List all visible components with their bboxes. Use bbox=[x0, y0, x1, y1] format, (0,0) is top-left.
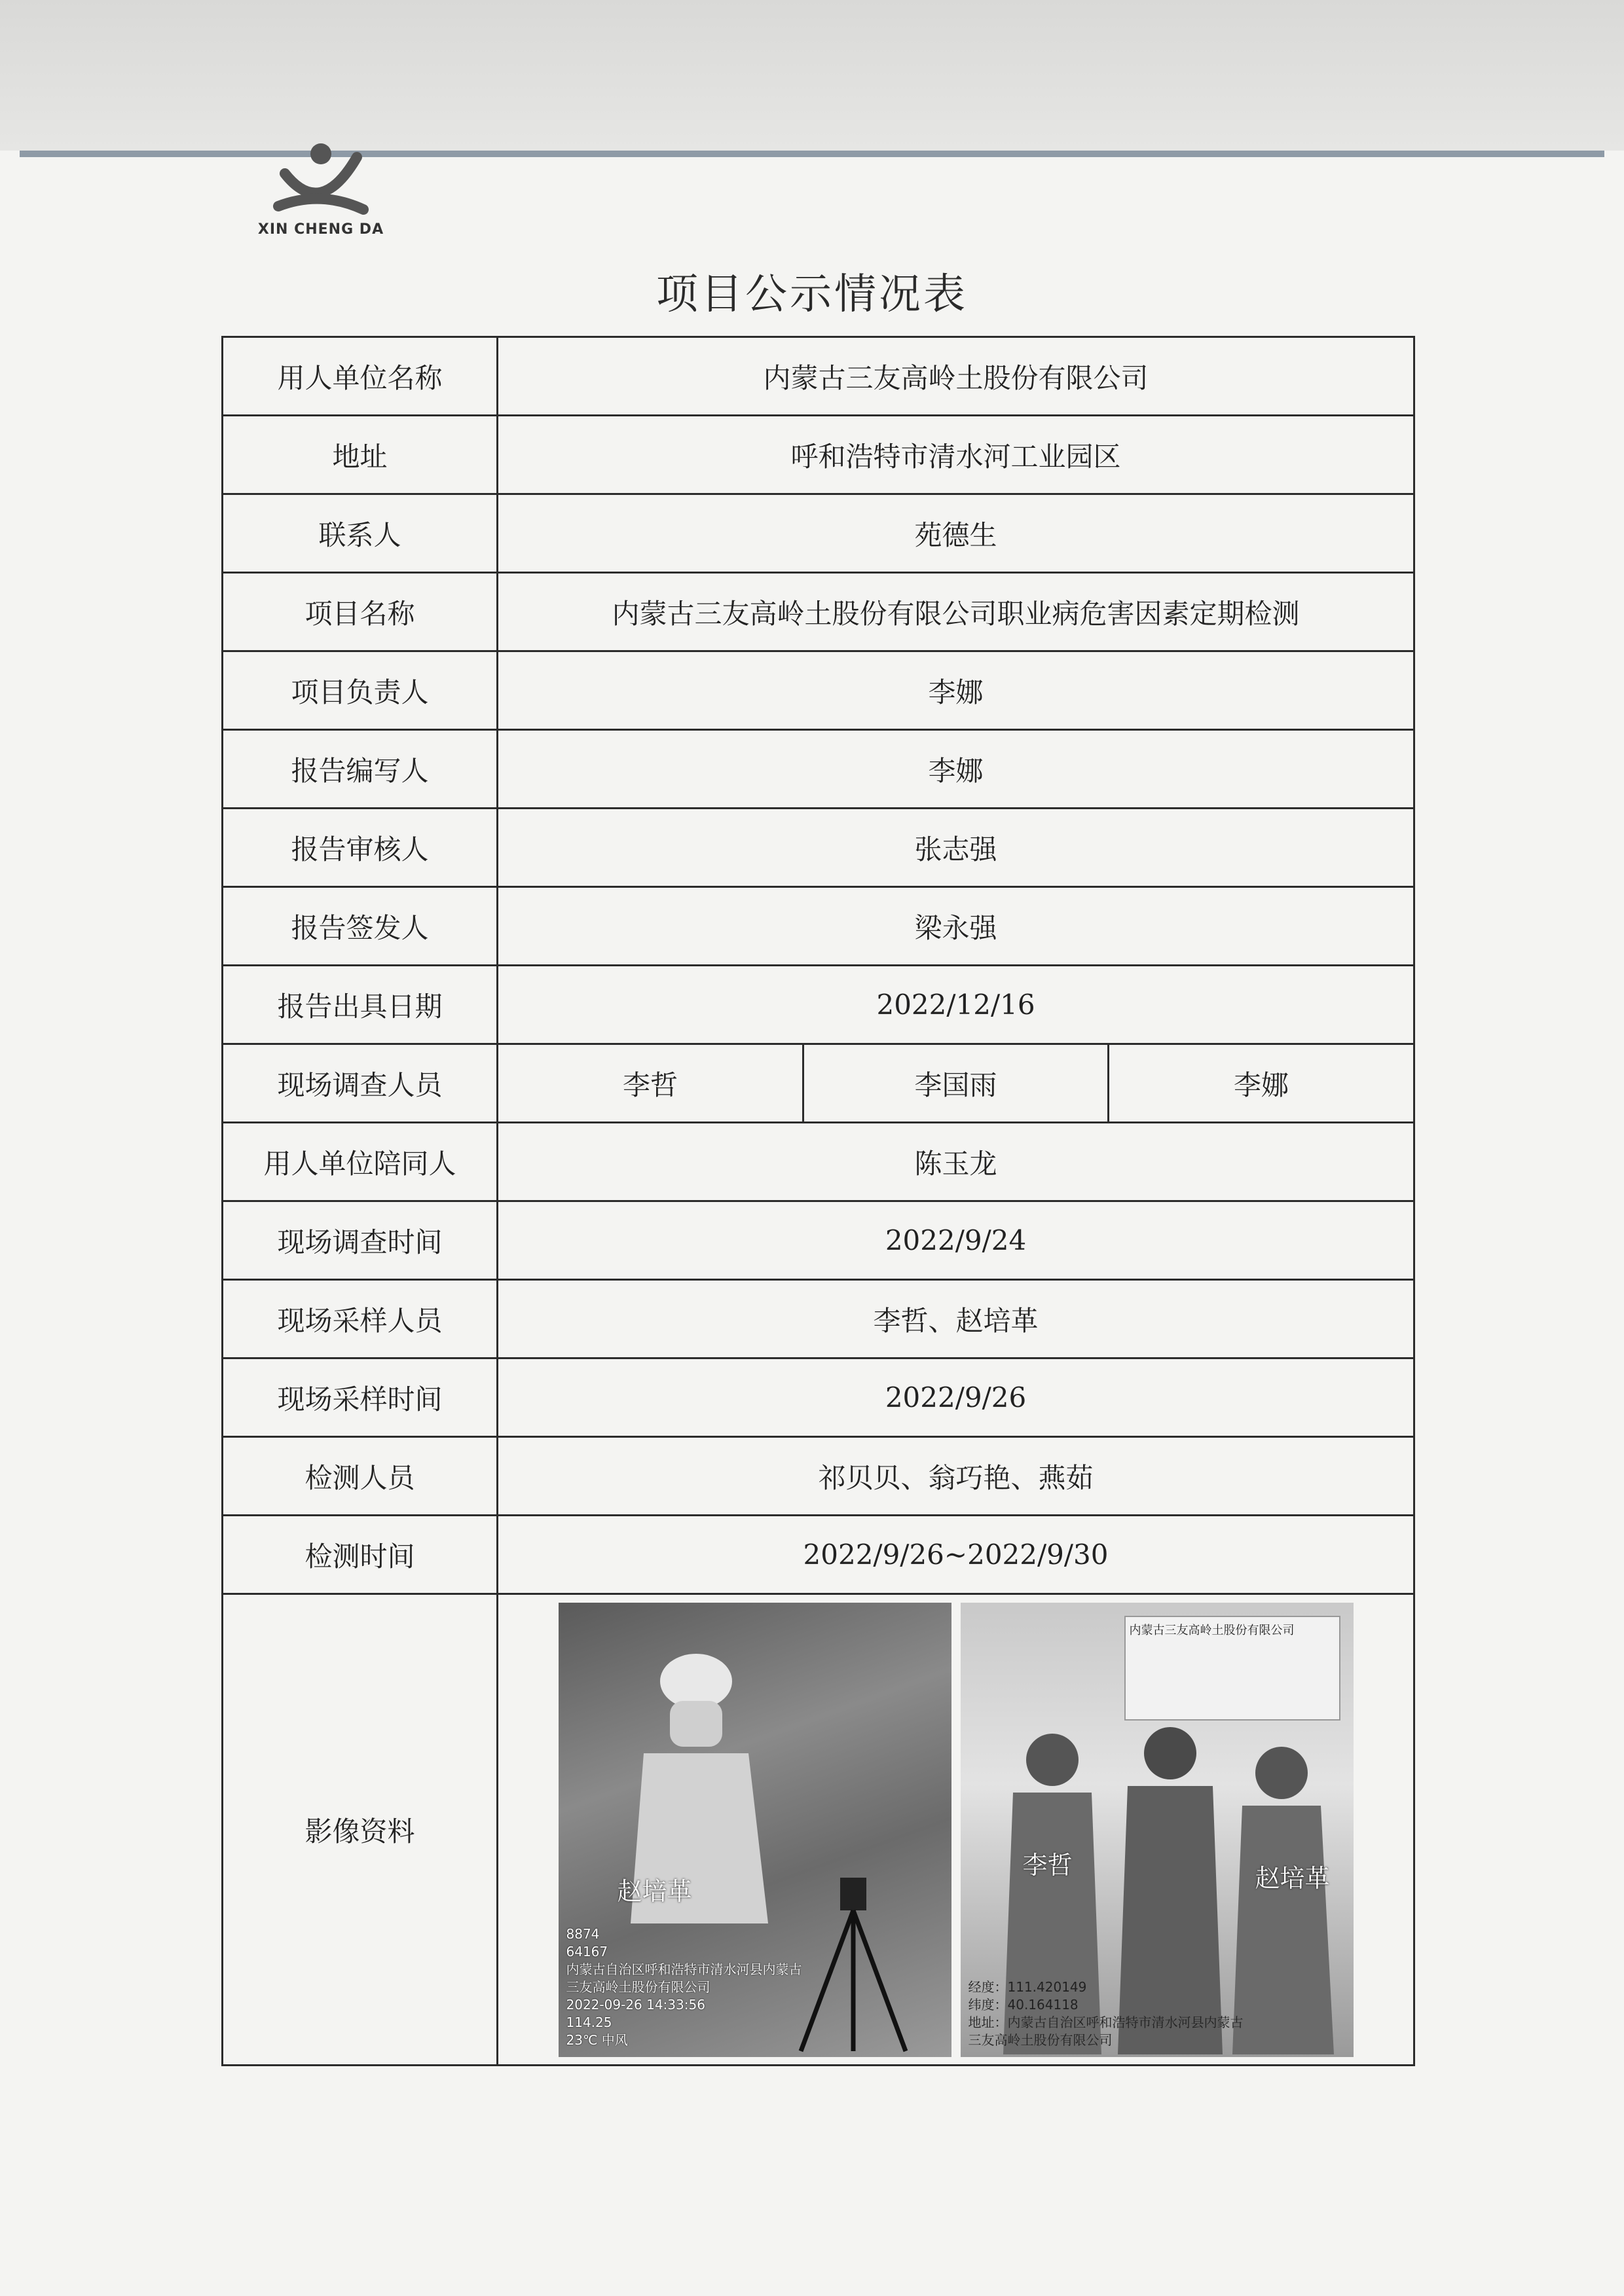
photo1-caption: 赵培革 bbox=[617, 1876, 692, 1906]
photo2-caption-right: 赵培革 bbox=[1255, 1863, 1330, 1893]
employer-label: 用人单位名称 bbox=[223, 337, 498, 416]
table-row bbox=[223, 1044, 1414, 1123]
table-row bbox=[223, 1201, 1414, 1280]
escort-value: 陈玉龙 bbox=[498, 1123, 1414, 1201]
contact-label: 联系人 bbox=[223, 494, 498, 573]
report-reviewer-value: 张志强 bbox=[498, 809, 1414, 887]
survey-staff-1: 李哲 bbox=[498, 1044, 803, 1123]
report-writer-label: 报告编写人 bbox=[223, 730, 498, 809]
images-cell bbox=[498, 1594, 1414, 2066]
table-row bbox=[223, 1280, 1414, 1358]
table-row bbox=[223, 337, 1414, 416]
project-leader-label: 项目负责人 bbox=[223, 651, 498, 730]
table-row bbox=[223, 809, 1414, 887]
table-row bbox=[223, 966, 1414, 1044]
table-row bbox=[223, 651, 1414, 730]
project-name-label: 项目名称 bbox=[223, 573, 498, 651]
tripod-sampler-icon bbox=[788, 1878, 919, 2054]
escort-label: 用人单位陪同人 bbox=[223, 1123, 498, 1201]
table-row bbox=[223, 416, 1414, 494]
report-date-label: 报告出具日期 bbox=[223, 966, 498, 1044]
survey-staff-label: 现场调查人员 bbox=[223, 1044, 498, 1123]
images-label: 影像资料 bbox=[223, 1594, 498, 2066]
survey-staff-2: 李国雨 bbox=[803, 1044, 1109, 1123]
employer-value: 内蒙古三友高岭土股份有限公司 bbox=[498, 337, 1414, 416]
team-photo bbox=[961, 1603, 1354, 2057]
project-leader-value: 李娜 bbox=[498, 651, 1414, 730]
company-sign: 内蒙古三友高岭土股份有限公司 bbox=[1124, 1616, 1340, 1721]
table-row bbox=[223, 1516, 1414, 1594]
test-time-label: 检测时间 bbox=[223, 1516, 498, 1594]
table-row bbox=[223, 1358, 1414, 1437]
report-issuer-label: 报告签发人 bbox=[223, 887, 498, 966]
table-row bbox=[223, 1594, 1414, 2066]
table-row bbox=[223, 1123, 1414, 1201]
photo-strip bbox=[498, 1603, 1413, 2057]
testers-value: 祁贝贝、翁巧艳、燕茹 bbox=[498, 1437, 1414, 1516]
logo-brand-text: XIN CHENG DA bbox=[257, 221, 384, 238]
sampling-staff-value: 李哲、赵培革 bbox=[498, 1280, 1414, 1358]
photo2-caption-left: 李哲 bbox=[1022, 1850, 1073, 1880]
table-row bbox=[223, 1437, 1414, 1516]
table-row bbox=[223, 573, 1414, 651]
contact-value: 苑德生 bbox=[498, 494, 1414, 573]
address-label: 地址 bbox=[223, 416, 498, 494]
report-date-value: 2022/12/16 bbox=[498, 966, 1414, 1044]
report-writer-value: 李娜 bbox=[498, 730, 1414, 809]
project-info-table bbox=[221, 336, 1415, 2066]
table-row bbox=[223, 887, 1414, 966]
testers-label: 检测人员 bbox=[223, 1437, 498, 1516]
table-row bbox=[223, 494, 1414, 573]
table-row bbox=[223, 730, 1414, 809]
test-time-value: 2022/9/26~2022/9/30 bbox=[498, 1516, 1414, 1594]
sampling-time-value: 2022/9/26 bbox=[498, 1358, 1414, 1437]
survey-time-label: 现场调查时间 bbox=[223, 1201, 498, 1280]
header-divider bbox=[20, 151, 1604, 157]
survey-time-value: 2022/9/24 bbox=[498, 1201, 1414, 1280]
sampling-staff-label: 现场采样人员 bbox=[223, 1280, 498, 1358]
photo2-watermark: 经度：111.420149 纬度：40.164118 地址：内蒙古自治区呼和浩特市清水河县内蒙古 三友高岭土股份有限公司 bbox=[968, 1978, 1244, 2048]
photo1-watermark: 8874 64167 内蒙古自治区呼和浩特市清水河县内蒙古 三友高岭土股份有限公司 2022-09-26 14:33:56 114.25 23℃ 中风 bbox=[566, 1925, 802, 2048]
sampling-time-label: 现场采样时间 bbox=[223, 1358, 498, 1437]
scan-header-band bbox=[0, 0, 1624, 151]
page-title: 项目公示情况表 bbox=[656, 270, 968, 319]
address-value: 呼和浩特市清水河工业园区 bbox=[498, 416, 1414, 494]
survey-staff-3: 李娜 bbox=[1109, 1044, 1414, 1123]
sampling-photo bbox=[559, 1603, 951, 2057]
report-issuer-value: 梁永强 bbox=[498, 887, 1414, 966]
report-reviewer-label: 报告审核人 bbox=[223, 809, 498, 887]
project-name-value: 内蒙古三友高岭土股份有限公司职业病危害因素定期检测 bbox=[498, 573, 1414, 651]
